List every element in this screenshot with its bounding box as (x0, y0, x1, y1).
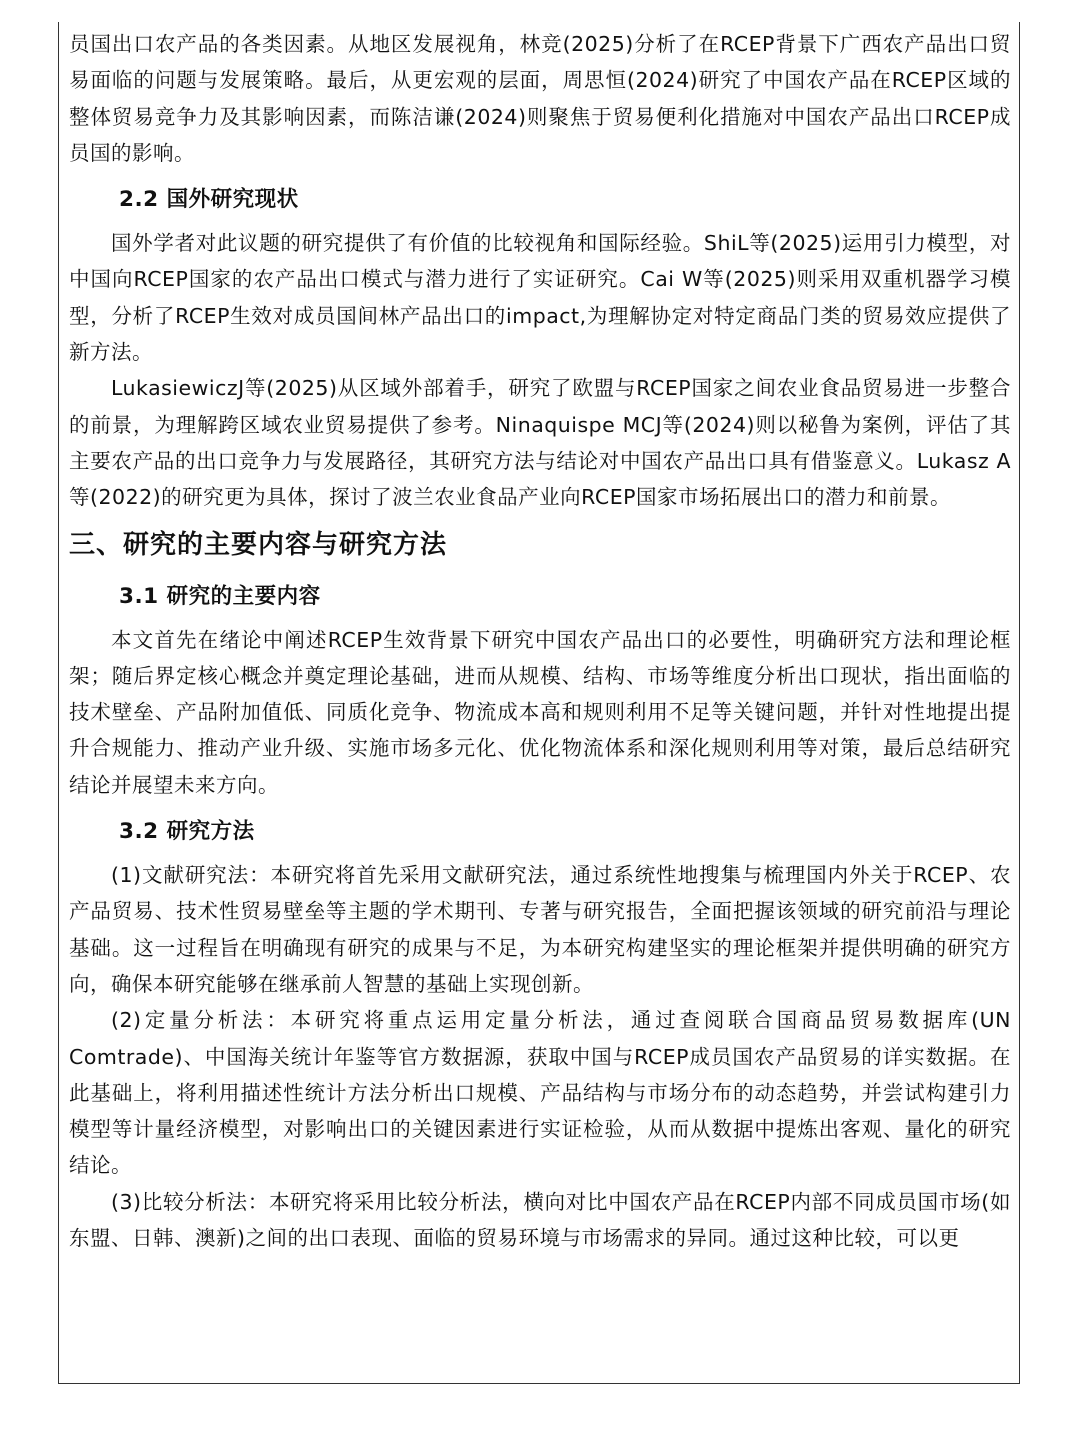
heading-2-2-foreign-research: 2.2 国外研究现状 (119, 187, 299, 213)
paragraph-main-content: 本文首先在绪论中阐述RCEP生效背景下研究中国农产品出口的必要性，明确研究方法和理论框架；随后界定核心概念并奠定理论基础，进而从规模、结构、市场等维度分析出口现状，指出面临的技术壁垒、产品附加值低、同质化竞争、物流成本高和规则利用不足等关键问题，并针对性地提出提升合规能力、推动产业升级、实施市场多元化、优化物流体系和深化规则利用等对策，最后总结研究结论并展望未来方向。 (69, 627, 1011, 797)
paragraph-foreign-research-2: LukasiewiczJ等(2025)从区域外部着手，研究了欧盟与RCEP国家之间农业食品贸易进一步整合的前景，为理解跨区域农业贸易提供了参考。Ninaquispe MCJ等(2024)则以秘鲁为案例，评估了其主要农产品的出口竞争力与发展路径，其研究方法与结论对中国农产品出口具有借鉴意义。Lukasz A等(2022)的研究更为具体，探讨了波兰农业食品产业向RCEP国家市场拓展出口的潜力和前景。 (69, 376, 1011, 510)
document-page-frame (58, 22, 1020, 1384)
heading-section-3: 三、研究的主要内容与研究方法 (69, 529, 448, 560)
paragraph-foreign-research-1: 国外学者对此议题的研究提供了有价值的比较视角和国际经验。ShiL等(2025)运用引力模型，对中国向RCEP国家的农产品出口模式与潜力进行了实证研究。Cai W等(2025)则采用双重机器学习模型，分析了RCEP生效对成员国间林产品出口的impact,为理解协定对特定商品门类的贸易效应提供了新方法。 (69, 231, 1011, 365)
heading-3-2-methods: 3.2 研究方法 (119, 819, 255, 845)
heading-3-1-main-content: 3.1 研究的主要内容 (119, 583, 321, 609)
paragraph-domestic-research-end: 员国出口农产品的各类因素。从地区发展视角，林竞(2025)分析了在RCEP背景下广西农产品出口贸易面临的问题与发展策略。最后，从更宏观的层面，周思恒(2024)研究了中国农产品在RCEP区域的整体贸易竞争力及其影响因素，而陈洁谦(2024)则聚焦于贸易便利化措施对中国农产品出口RCEP成员国的影响。 (69, 32, 1011, 165)
paragraph-method-literature: (1)文献研究法：本研究将首先采用文献研究法，通过系统性地搜集与梳理国内外关于RCEP、农产品贸易、技术性贸易壁垒等主题的学术期刊、专著与研究报告，全面把握该领域的研究前沿与理论基础。这一过程旨在明确现有研究的成果与不足，为本研究构建坚实的理论框架并提供明确的研究方向，确保本研究能够在继承前人智慧的基础上实现创新。 (69, 863, 1011, 996)
paragraph-method-comparative: (3)比较分析法：本研究将采用比较分析法，横向对比中国农产品在RCEP内部不同成员国市场(如东盟、日韩、澳新)之间的出口表现、面临的贸易环境与市场需求的异同。通过这种比较，可以更 (69, 1189, 1011, 1251)
paragraph-method-quantitative: (2)定量分析法：本研究将重点运用定量分析法，通过查阅联合国商品贸易数据库(UN Comtrade)、中国海关统计年鉴等官方数据源，获取中国与RCEP成员国农产品贸易的详实数据。在此基础上，将利用描述性统计方法分析出口规模、产品结构与市场分布的动态趋势，并尝试构建引力模型等计量经济模型，对影响出口的关键因素进行实证检验，从而从数据中提炼出客观、量化的研究结论。 (69, 1008, 1011, 1178)
